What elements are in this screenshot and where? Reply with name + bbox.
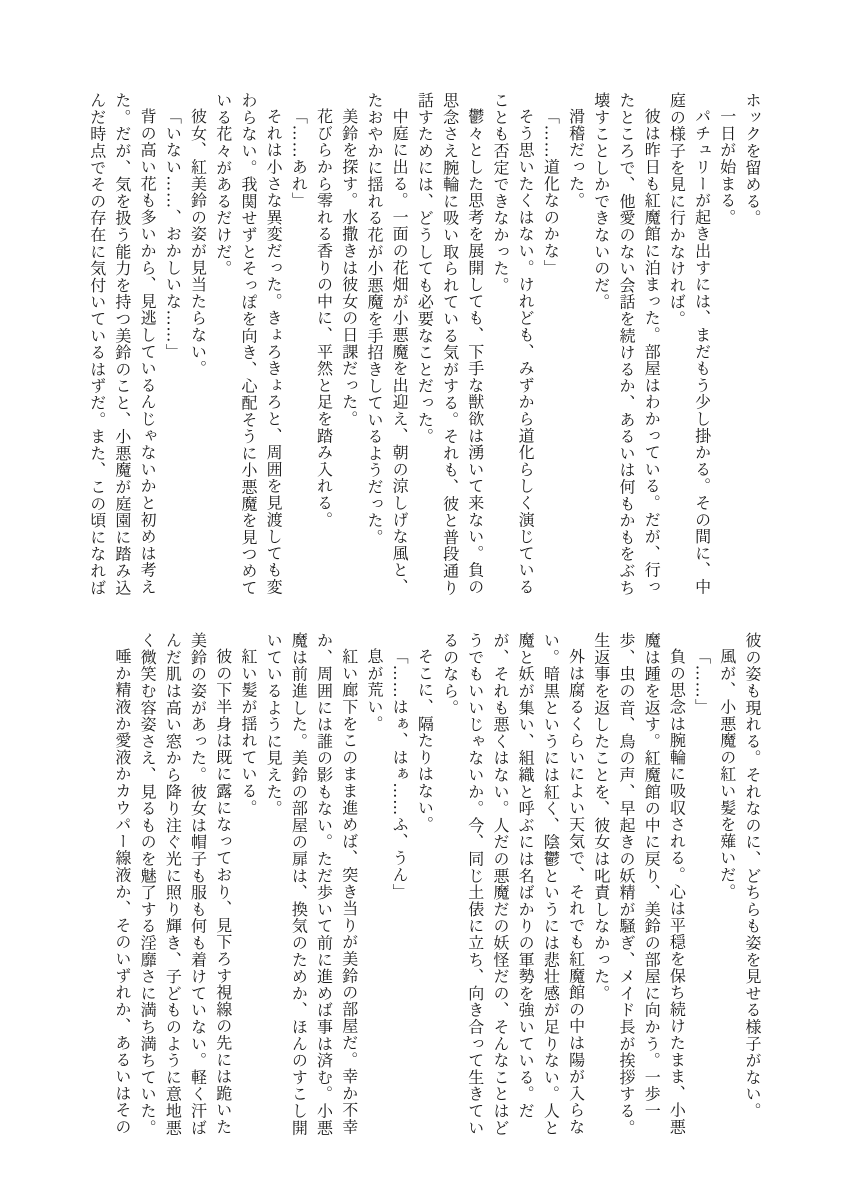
- paragraph: 一日が始まる。: [717, 108, 737, 226]
- paragraph: 滑稽だった。: [566, 108, 586, 209]
- paragraph: 「いない……、おかしいな……」: [163, 108, 183, 360]
- paragraph: 「……道化なのかな」: [541, 108, 561, 276]
- paragraph: 風が、小悪魔の紅い髪を薙いだ。: [717, 648, 737, 900]
- paragraph: 「……はぁ、はぁ……ふ、うん」: [390, 648, 410, 900]
- paragraph: 鬱々とした思考を展開しても、下手な獣欲は湧いて来ない。負の思念さえ腕輪に吸い取られている気がする。それも、彼と普段通り話すためには、どうしても必要なことだった。: [415, 92, 485, 596]
- paragraph: 「……」: [692, 648, 712, 716]
- paragraph: 「……あれ」: [289, 108, 309, 209]
- paragraph: 彼は昨日も紅魔館に泊まった。部屋はわかっている。だが、行ったところで、他愛のない会話を続けるか、あるいは何もかもをぶち壊すことしかできないのだ。: [591, 92, 662, 596]
- paragraph: 負の思念は腕輪に吸収される。心は平穏を保ち続けたまま、小悪魔は踵を返す。紅魔館の中に戻り、美鈴の部屋に向かう。一歩一歩、虫の音、鳥の声、早起きの妖精が騒ぎ、メイド長が挨拶する。生返事を返したことを、彼女は叱責しなかった。: [591, 632, 687, 1136]
- paragraph: 唾か精液か愛液かカウパー線液か、そのいずれか、あるいはその: [112, 648, 132, 1136]
- paragraph: 背の高い花も多いから、見逃しているんじゃないかと初めは考えた。だが、気を扱う能力を持つ美鈴のこと、小悪魔が庭園に踏み込んだ時点でその存在に気付いているはずだ。また、この頃になれば: [87, 92, 158, 596]
- paragraph: 中庭に出る。一面の花畑が小悪魔を出迎え、朝の涼しげな風と、たおやかに揺れる花が小悪魔を手招きしているようだった。: [364, 92, 410, 596]
- paragraph: 紅い髪が揺れている。: [238, 648, 258, 816]
- paragraph: 彼女、紅美鈴の姿が見当たらない。: [188, 108, 208, 377]
- paragraph: 彼の姿も現れる。それなのに、どちらも姿を見せる様子がない。: [743, 632, 762, 1120]
- paragraph: 美鈴を探す。水撒きは彼女の日課だった。: [339, 108, 359, 428]
- paragraph: ホックを留める。: [743, 92, 762, 227]
- paragraph: 紅い廊下をこのまま進めば、突き当りが美鈴の部屋だ。幸か不幸か、周囲には誰の影もない。ただ歩いて前に進めば事は済む。小悪魔は前進した。美鈴の部屋の扉は、換気のためか、ほんのすこし開いているように見えた。: [264, 632, 359, 1136]
- paragraph: そう思いたくはない。けれども、みずから道化らしく演じていることも否定できなかった。: [490, 92, 536, 596]
- paragraph: 外は腐るくらいによい天気で、それでも紅魔館の中は陽が入らない。暗黒というには紅く、陰鬱というには悲壮感が足りない。人と魔と妖が集い、組織と呼ぶには名ばかりの軍勢を強いている。だが、それも悪くはない。人だの悪魔だの妖怪だの、そんなことはどうでもいいじゃないか。今、同じ土俵に立ち、向き合って生きているのなら。: [440, 632, 586, 1136]
- paragraph: それは小さな異変だった。きょろきょろと、周囲を見渡しても変わらない。我関せずとそっぽを向き、心配そうに小悪魔を見つめている花々があるだけだ。: [213, 92, 284, 596]
- paragraph: 彼の下半身は既に露になっており、見下ろす視線の先には跪いた美鈴の姿があった。彼女は帽子も服も何も着けていない。軽く汗ばんだ肌は高い窓から降り注ぐ光に照り輝き、子どものように意地悪く微笑む容姿さえ、見るものを魅了する淫靡さに満ち満ちていた。: [138, 632, 233, 1136]
- paragraph: そこに、隔たりはない。: [415, 648, 435, 833]
- text-block-bottom: [110, 632, 765, 1140]
- paragraph: 息が荒い。: [364, 648, 384, 732]
- paragraph: パチュリーが起き出すには、まだもう少し掛かる。その間に、中庭の様子を見に行かなければ。: [667, 92, 712, 596]
- paragraph: 花びらから零れる香りの中に、平然と足を踏み入れる。: [314, 108, 334, 528]
- text-block-top: [85, 92, 765, 600]
